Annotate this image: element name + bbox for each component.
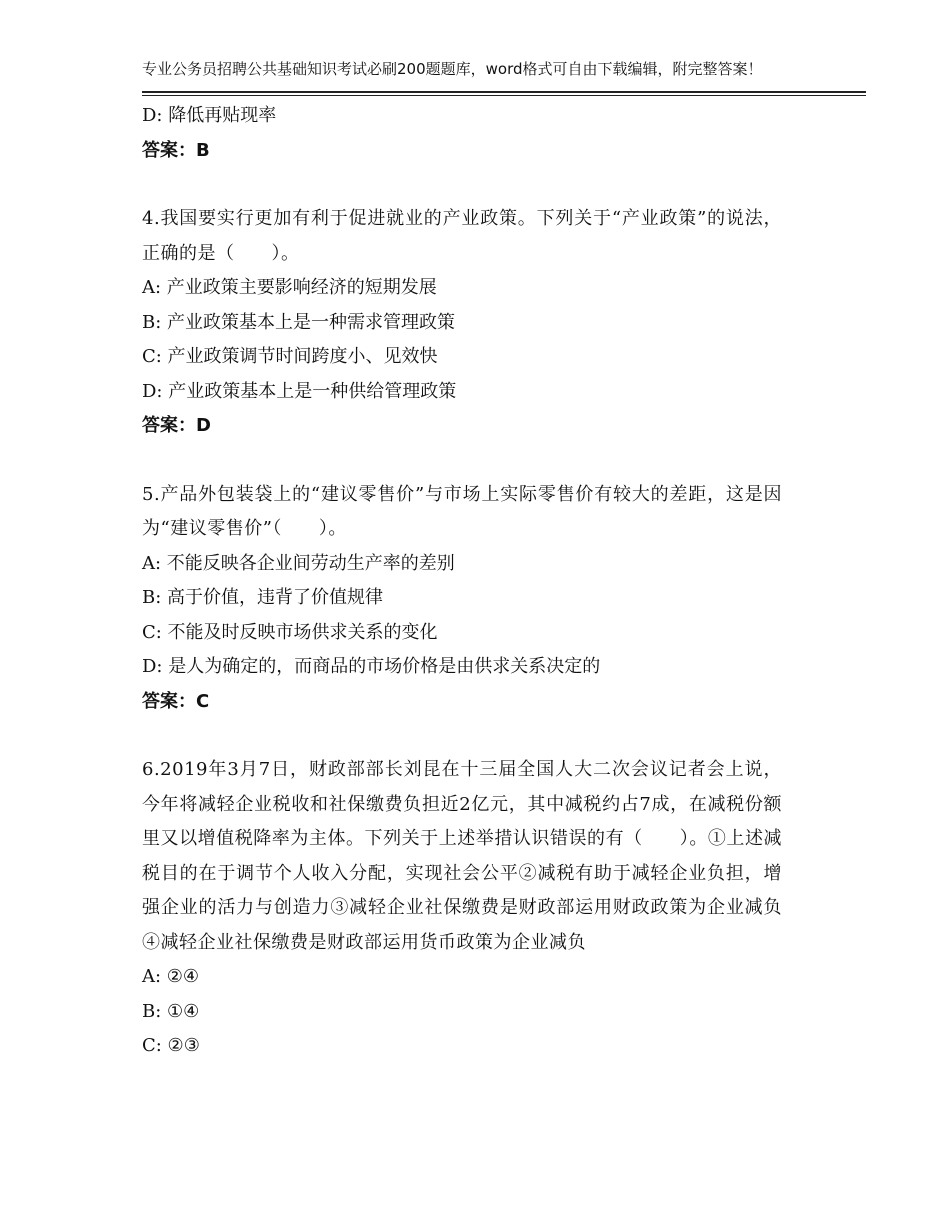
option-b: B: 高于价值，违背了价值规律 (142, 587, 384, 608)
question-6 (142, 753, 866, 1064)
option-c: C: ②③ (142, 1035, 200, 1056)
header-divider (142, 91, 866, 96)
option-b: B: 产业政策基本上是一种需求管理政策 (142, 311, 456, 333)
answer: 答案：C (142, 690, 210, 712)
prev-answer: 答案：B (142, 139, 210, 161)
question-text: 5.产品外包装袋上的“建议零售价”与市场上实际零售价有较大的差距，这是因为“建议零售价”（ ）。 (142, 483, 782, 539)
option-b: B: ①④ (142, 1000, 200, 1022)
option-d: D: 产业政策基本上是一种供给管理政策 (142, 380, 457, 402)
option-a: A: ②④ (142, 966, 200, 987)
option-c: C: 产业政策调节时间跨度小、见效快 (142, 346, 438, 367)
question-text: 4.我国要实行更加有利于促进就业的产业政策。下列关于“产业政策”的说法，正确的是（ ）。 (142, 208, 782, 264)
question-4 (142, 202, 866, 444)
option-d: D: 是人为确定的，而商品的市场价格是由供求关系决定的 (142, 656, 601, 677)
answer: 答案：D (142, 415, 211, 436)
option-a: A: 不能反映各企业间劳动生产率的差别 (142, 552, 455, 574)
option-a: A: 产业政策主要影响经济的短期发展 (142, 277, 437, 298)
question-5 (142, 478, 866, 720)
prev-option-d: D: 降低再贴现率 (142, 105, 277, 126)
document-page (142, 0, 866, 1064)
option-c: C: 不能及时反映市场供求关系的变化 (142, 621, 438, 643)
question-text: 6.2019年3月7日，财政部部长刘昆在十三届全国人大二次会议记者会上说，今年将减轻企业税收和社保缴费负担近2亿元，其中减税约占7成，在减税份额里又以增值税降率为主体。下列关于上述举措认识错误的有（ ）。①上述减税目的在于调节个人收入分配，实现社会公平②减税有助于减轻企业负担，增强企业的活力与创造力③减轻企业社保缴费是财政部运用财政政策为企业减负④减轻企业社保缴费是财政部运用货币政策为企业减负 (142, 759, 782, 953)
page-header: 专业公务员招聘公共基础知识考试必刷200题题库，word格式可自由下载编辑，附完整答案！ (142, 60, 763, 78)
